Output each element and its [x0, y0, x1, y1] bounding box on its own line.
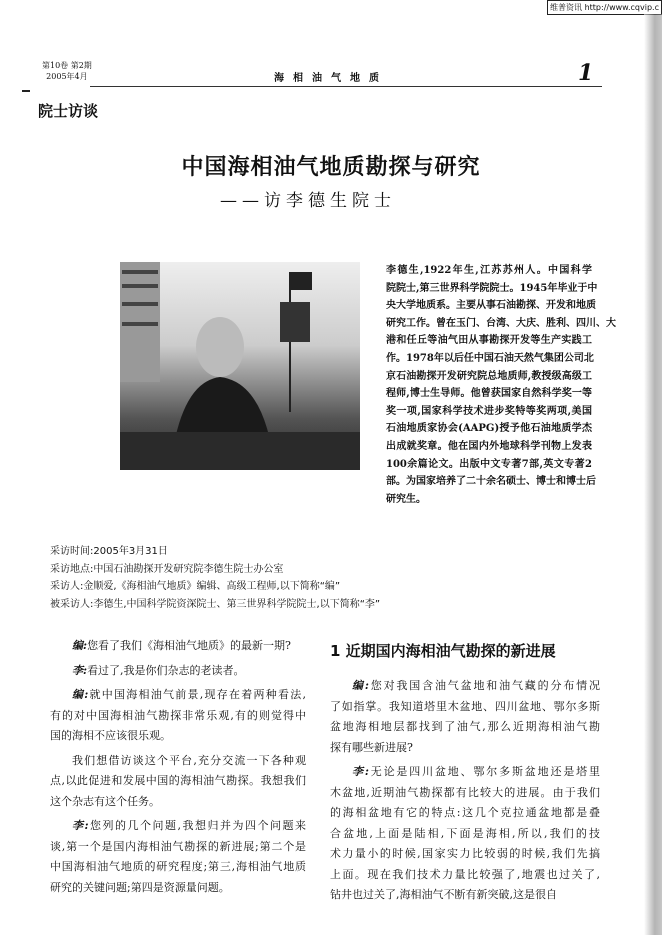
text-line: 木盆地,近期油气勘探都有比较大的进展。由于我们	[330, 785, 600, 799]
text-line: 谈,第一个是国内海相油气勘探的新进展;第二个是	[50, 839, 306, 853]
paragraph	[50, 816, 306, 898]
speaker-label: 编:	[72, 688, 89, 701]
left-column	[50, 636, 306, 902]
header-rule	[90, 86, 602, 87]
speaker-label: 李:	[72, 663, 88, 677]
text: 您列的几个问题,我想归并为四个问题来	[88, 819, 306, 832]
margin-mark	[22, 90, 30, 92]
text: 无论是四川盆地、鄂尔多斯盆地还是塔里	[368, 765, 601, 778]
bio-line: 100余篇论文。出版中文专著7部,英文专著2	[386, 458, 592, 470]
paragraph	[330, 762, 600, 906]
info-line: 被采访人:李德生,中国科学院资深院士、第三世界科学院院士,以下简称“李”	[50, 598, 381, 610]
volume-issue: 第10卷 第2期	[42, 61, 92, 70]
bio-line: 奖一项,国家科学技术进步奖特等奖两项,美国	[386, 405, 592, 417]
text: 我们想借访谈这个平台,充分交流一下各种观	[72, 753, 306, 767]
text-line: 点,以此促进和发展中国的海相油气勘探。我想我们	[50, 774, 306, 787]
section-label: 院士访谈	[38, 102, 99, 120]
info-line: 采访地点:中国石油勘探开发研究院李德生院士办公室	[50, 563, 284, 575]
bio-line: 研究工作。曾在玉门、台湾、大庆、胜利、四川、大	[386, 317, 616, 329]
text-line	[50, 685, 306, 706]
text-line: 合盆地,上面是陆相,下面是海相,所以,我们的技	[330, 826, 600, 840]
article-subtitle: ——访李德生院士	[220, 191, 396, 211]
speaker-label: 李:	[352, 765, 369, 778]
bio-line: 京石油勘探开发研究院总地质师,教授级高级工	[386, 370, 592, 382]
bio-line: 出成就奖章。他在国内外地球科学刊物上发表	[386, 440, 592, 452]
text: 就中国海相油气前景,现存在着两种看法,	[88, 688, 306, 701]
text: 您对我国含油气盆地和油气藏的分布情况	[368, 679, 601, 692]
text-line: 钻井也过关了,海相油气不断有新突破,这是很自	[330, 888, 557, 901]
speaker-label: 李:	[72, 819, 89, 832]
bio-line: 作。1978年以后任中国石油天然气集团公司北	[386, 352, 594, 364]
paragraph	[330, 676, 600, 758]
text-line	[330, 676, 600, 697]
article-title: 中国海相油气地质勘探与研究	[181, 154, 481, 180]
info-line: 采访人:金顺爱,《海相油气地质》编辑、高级工程师,以下简称“编”	[50, 581, 341, 592]
paragraph	[50, 685, 306, 747]
text-line: 探有哪些新进展?	[330, 740, 413, 754]
section-heading: 1 近期国内海相油气勘探的新进展	[330, 642, 556, 660]
journal-title: 海相油气地质	[274, 73, 388, 84]
bio-line: 港和任丘等油气田从事勘探开发等生产实践工	[386, 335, 592, 347]
speaker-label: 编:	[72, 639, 88, 652]
paragraph	[50, 751, 306, 813]
right-column	[330, 676, 600, 910]
speaker-label: 编:	[352, 679, 369, 692]
text-line: 了如指掌。我知道塔里木盆地、四川盆地、鄂尔多斯	[330, 699, 600, 713]
text-line	[50, 816, 306, 837]
paragraph	[50, 661, 306, 682]
text-line: 的海相盆地有它的特点:这几个克拉通盆地都是叠	[330, 806, 600, 819]
bio-line: 央大学地质系。主要从事石油勘探、开发和地质	[386, 300, 596, 312]
bio-line: 程师,博士生导师。他曾获国家自然科学奖一等	[386, 388, 592, 400]
interview-info	[50, 543, 380, 613]
text-line: 盆地海相地层都找到了油气,那么近期海相油气勘	[330, 720, 600, 733]
text-line: 有的对中国海相油气勘探非常乐观,有的则觉得中	[50, 708, 306, 722]
text-line	[330, 762, 600, 783]
page-number: 1	[578, 60, 594, 86]
text: 看过了,我是你们杂志的老读者。	[87, 663, 245, 677]
text-line: 术力量小的时候,国家实力比较弱的时候,我们先搞	[330, 847, 600, 860]
text-line: 国的海相不应该很乐观。	[50, 729, 171, 742]
text-line: 这个杂志有这个任务。	[50, 794, 160, 808]
portrait-photo	[120, 262, 360, 470]
text-line	[50, 636, 306, 657]
source-stamp: 维普资讯 http://www.cqvip.c	[547, 0, 662, 15]
bio-line: 石油地质家协会(AAPG)授予他石油地质学杰	[386, 423, 592, 435]
issue-date: 2005年4月	[46, 72, 88, 81]
info-line: 采访时间:2005年3月31日	[50, 546, 168, 557]
text-line: 研究的关键问题;第四是资源量问题。	[50, 880, 230, 894]
paragraph	[50, 636, 306, 657]
bio-line: 李德生,1922年生,江苏苏州人。中国科学	[386, 265, 592, 276]
bio-line: 部。为国家培养了二十余名硕士、博士和博士后	[386, 476, 596, 488]
biography	[386, 262, 616, 508]
text: 您看了我们《海相油气地质》的最新一期?	[87, 639, 291, 652]
text-line	[50, 661, 306, 682]
text-line	[50, 751, 306, 772]
bio-line: 研究生。	[386, 493, 426, 505]
text-line: 中国海相油气地质的研究程度;第三,海相油气地质	[50, 860, 306, 873]
paragraph-gap	[330, 906, 600, 910]
text-line: 上面。现在我们技术力量比较强了,地震也过关了,	[330, 867, 600, 881]
paragraph-gap	[50, 898, 306, 902]
bio-line: 院院士,第三世界科学院院士。1945年毕业于中	[386, 282, 598, 294]
